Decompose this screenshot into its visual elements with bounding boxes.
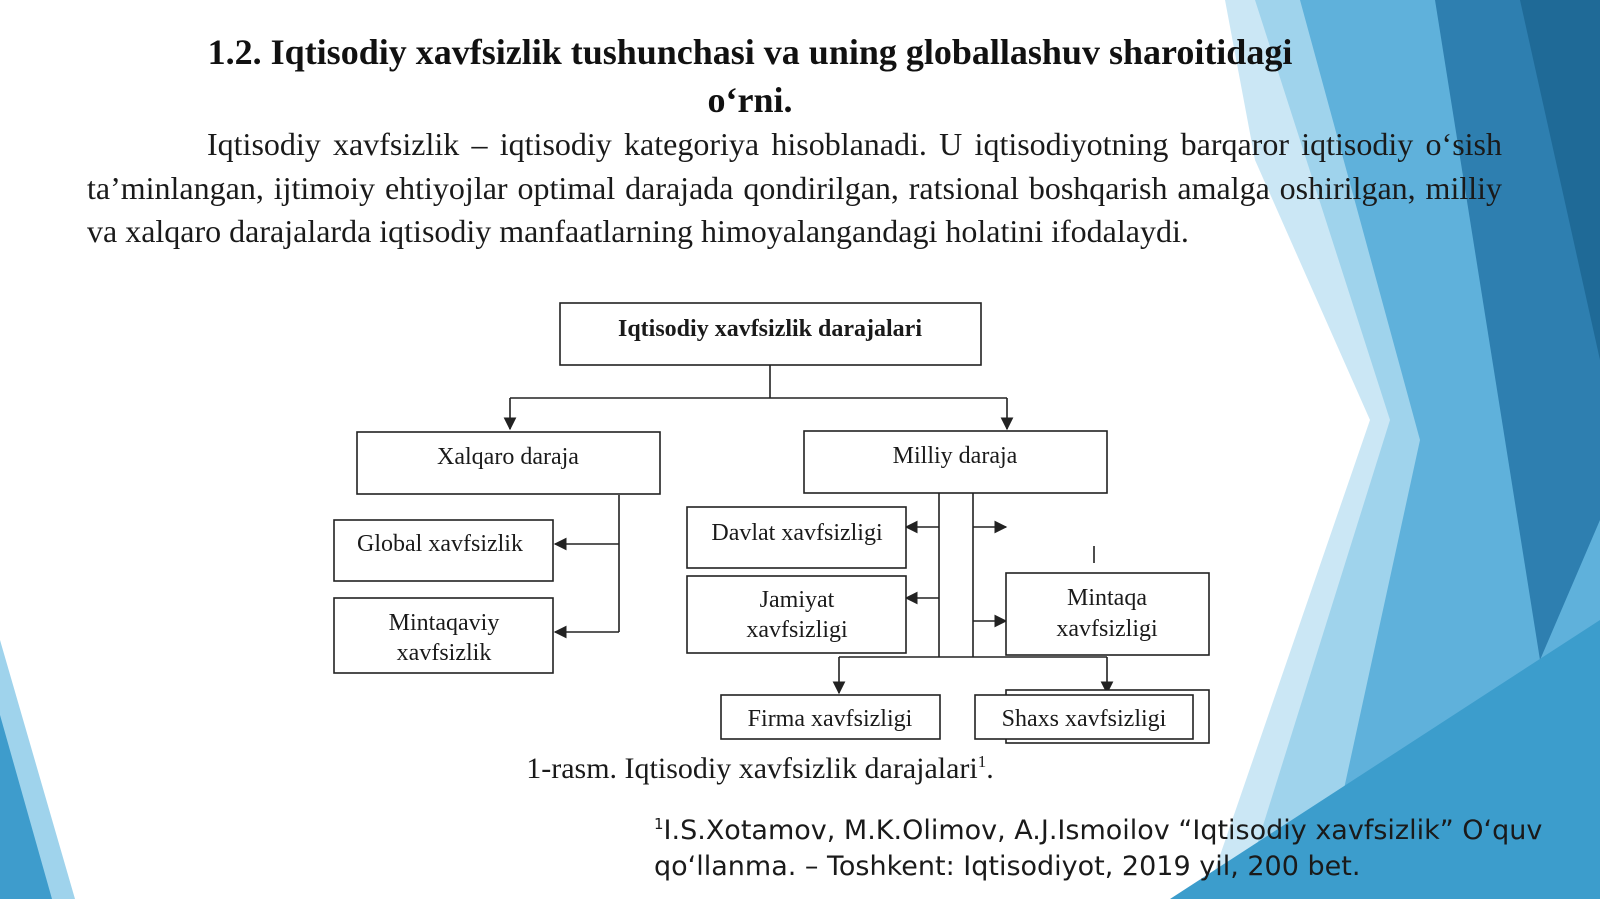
node-xalqaro-label: Xalqaro daraja bbox=[437, 444, 579, 470]
slide-title-line2: o‘rni. bbox=[707, 80, 793, 120]
footnote-mark: 1 bbox=[654, 815, 664, 833]
figure-caption bbox=[420, 752, 1100, 786]
node-xalqaro bbox=[357, 432, 660, 494]
footnote-line1: I.S.Xotamov, M.K.Olimov, A.J.Ismoilov “Iqtisodiy xavfsizlik” O‘quv bbox=[663, 815, 1543, 846]
footnote-line2: qo‘llanma. – Toshkent: Iqtisodiyot, 2019 yil, 200 bet. bbox=[654, 851, 1361, 882]
node-davlat bbox=[687, 507, 906, 568]
node-mintaqa-label-1: Mintaqa bbox=[1067, 585, 1147, 611]
node-firma bbox=[721, 695, 940, 739]
node-jamiyat-label-1: Jamiyat bbox=[759, 587, 835, 613]
node-davlat-label: Davlat xavfsizligi bbox=[711, 520, 883, 546]
node-mintaqa-label-2: xavfsizligi bbox=[1056, 616, 1158, 642]
node-milliy bbox=[804, 431, 1107, 493]
node-milliy-label: Milliy daraja bbox=[892, 443, 1018, 469]
caption-end: . bbox=[986, 752, 994, 785]
node-mintaqaviy-label-2: xavfsizlik bbox=[396, 640, 492, 666]
node-jamiyat-label-2: xavfsizligi bbox=[746, 617, 848, 643]
node-jamiyat bbox=[687, 576, 906, 653]
node-firma-label: Firma xavfsizligi bbox=[747, 706, 913, 732]
slide-title-line1: 1.2. Iqtisodiy xavfsizlik tushunchasi va uning globallashuv sharoitidagi bbox=[207, 32, 1293, 72]
node-mintaqa bbox=[1006, 573, 1209, 655]
node-root-label: Iqtisodiy xavfsizlik darajalari bbox=[617, 316, 923, 342]
node-shaxs bbox=[975, 690, 1209, 743]
body-paragraph: Iqtisodiy xavfsizlik – iqtisodiy kategoriya hisoblanadi. U iqtisodiyotning barqaror iqtisodiy o‘sish ta’minlangan, ijtimoiy ehtiyojlar optimal darajada qondirilgan, ratsional boshqarish amalga oshirilgan, milliy va xalqaro darajalarda iqtisodiy manfaatlarning himoyalangandagi holatini ifodalaydi. bbox=[87, 126, 1502, 249]
node-global bbox=[334, 520, 553, 581]
caption-footnote-mark: 1 bbox=[977, 752, 987, 771]
node-shaxs-label: Shaxs xavfsizligi bbox=[1001, 706, 1167, 732]
node-mintaqaviy bbox=[334, 598, 553, 673]
node-root bbox=[560, 303, 981, 365]
footnote bbox=[654, 806, 1554, 885]
node-global-label: Global xavfsizlik bbox=[357, 531, 523, 557]
node-mintaqaviy-label-1: Mintaqaviy bbox=[388, 610, 500, 636]
caption-text: 1-rasm. Iqtisodiy xavfsizlik darajalari bbox=[526, 752, 978, 785]
